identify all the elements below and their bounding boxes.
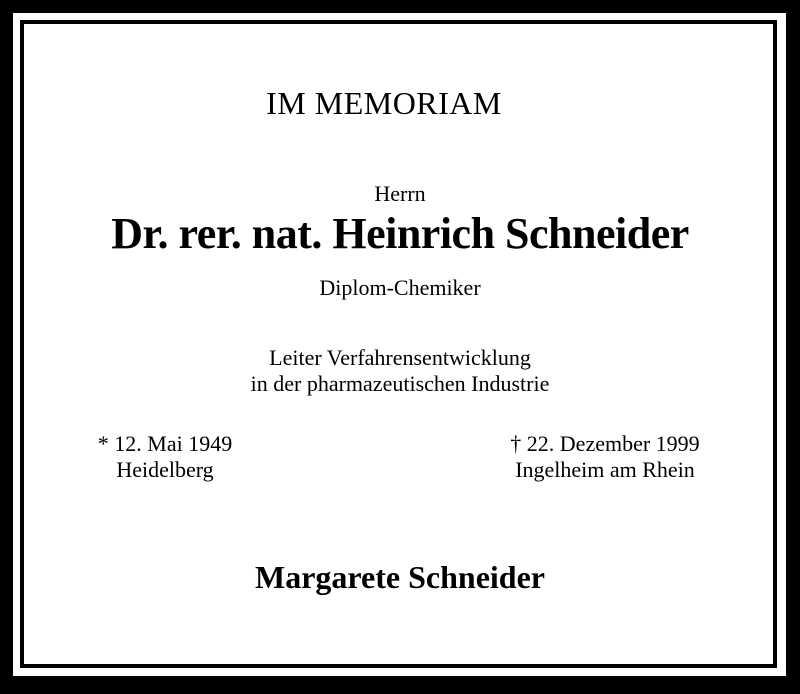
death-block	[494, 431, 716, 483]
born-symbol: *	[97, 431, 109, 456]
death-date-line	[494, 431, 716, 457]
salutation-text: Herrn	[374, 181, 426, 206]
death-place: Ingelheim am Rhein	[515, 457, 695, 482]
role-description	[0, 345, 800, 397]
deceased-name: Dr. rer. nat. Heinrich Schneider	[111, 209, 689, 258]
mourner-name: Margarete Schneider	[255, 559, 545, 595]
profession-text: Diplom-Chemiker	[319, 275, 481, 300]
birth-place: Heidelberg	[116, 457, 214, 482]
dagger-symbol: †	[510, 431, 522, 456]
death-date: 22. Dezember 1999	[526, 431, 700, 456]
birth-date: 12. Mai 1949	[114, 431, 233, 456]
birth-block	[55, 431, 275, 483]
role-line-1: Leiter Verfahrensentwicklung	[269, 345, 531, 370]
memoriam-header: IM MEMORIAM	[266, 85, 502, 121]
role-line-2: in der pharmazeutischen Industrie	[250, 371, 550, 396]
birth-date-line	[55, 431, 275, 457]
